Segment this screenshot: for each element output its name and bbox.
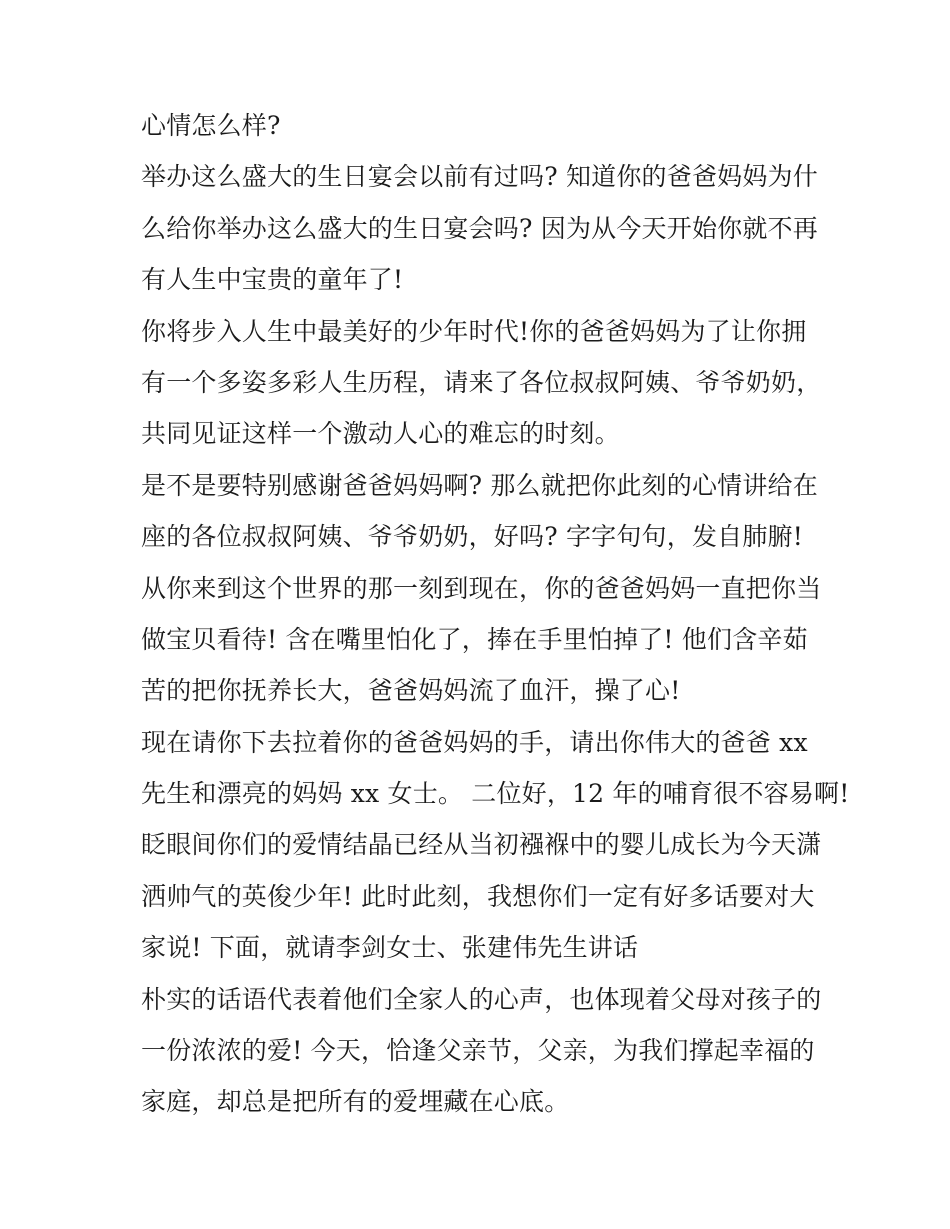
text-line: 有人生中宝贵的童年了! — [141, 265, 404, 295]
text-line: 么给你举办这么盛大的生日宴会吗? 因为从今天开始你就不再 — [141, 213, 818, 243]
text-line: 共同见证这样一个激动人心的难忘的时刻。 — [141, 419, 620, 449]
text-line: 洒帅气的英俊少年! 此时此刻，我想你们一定有好多话要对大 — [141, 881, 815, 911]
text-line: 家庭，却总是把所有的爱埋藏在心底。 — [141, 1087, 570, 1117]
text-line: 朴实的话语代表着他们全家人的心声，也体现着父母对孩子的 — [141, 984, 822, 1014]
text-line: 你将步入人生中最美好的少年时代!你的爸爸妈妈为了让你拥 — [141, 316, 807, 346]
text-line: 苦的把你抚养长大，爸爸妈妈流了血汗，操了心! — [141, 676, 681, 706]
text-line: 是不是要特别感谢爸爸妈妈啊? 那么就把你此刻的心情讲给在 — [141, 470, 818, 500]
text-line: 先生和漂亮的妈妈 xx 女士。 二位好，12 年的哺育很不容易啊! — [141, 779, 850, 809]
document-body — [141, 111, 850, 1141]
text-line: 一份浓浓的爱! 今天，恰逢父亲节，父亲，为我们撑起幸福的 — [141, 1036, 815, 1066]
text-line: 举办这么盛大的生日宴会以前有过吗? 知道你的爸爸妈妈为什 — [141, 162, 818, 192]
text-line: 眨眼间你们的爱情结晶已经从当初襁褓中的婴儿成长为今天潇 — [141, 830, 822, 860]
text-line: 有一个多姿多彩人生历程，请来了各位叔叔阿姨、爷爷奶奶， — [141, 367, 822, 397]
text-line: 从你来到这个世界的那一刻到现在，你的爸爸妈妈一直把你当 — [141, 573, 822, 603]
text-line: 心情怎么样? — [141, 111, 281, 140]
text-line: 座的各位叔叔阿姨、爷爷奶奶，好吗? 字字句句，发自肺腑! — [141, 522, 803, 552]
text-line: 现在请你下去拉着你的爸爸妈妈的手，请出你伟大的爸爸 xx — [141, 727, 808, 757]
text-line: 家说! 下面，就请李剑女士、张建伟先生讲话 — [141, 933, 639, 963]
text-line: 做宝贝看待! 含在嘴里怕化了，捧在手里怕掉了! 他们含辛茹 — [141, 624, 808, 654]
